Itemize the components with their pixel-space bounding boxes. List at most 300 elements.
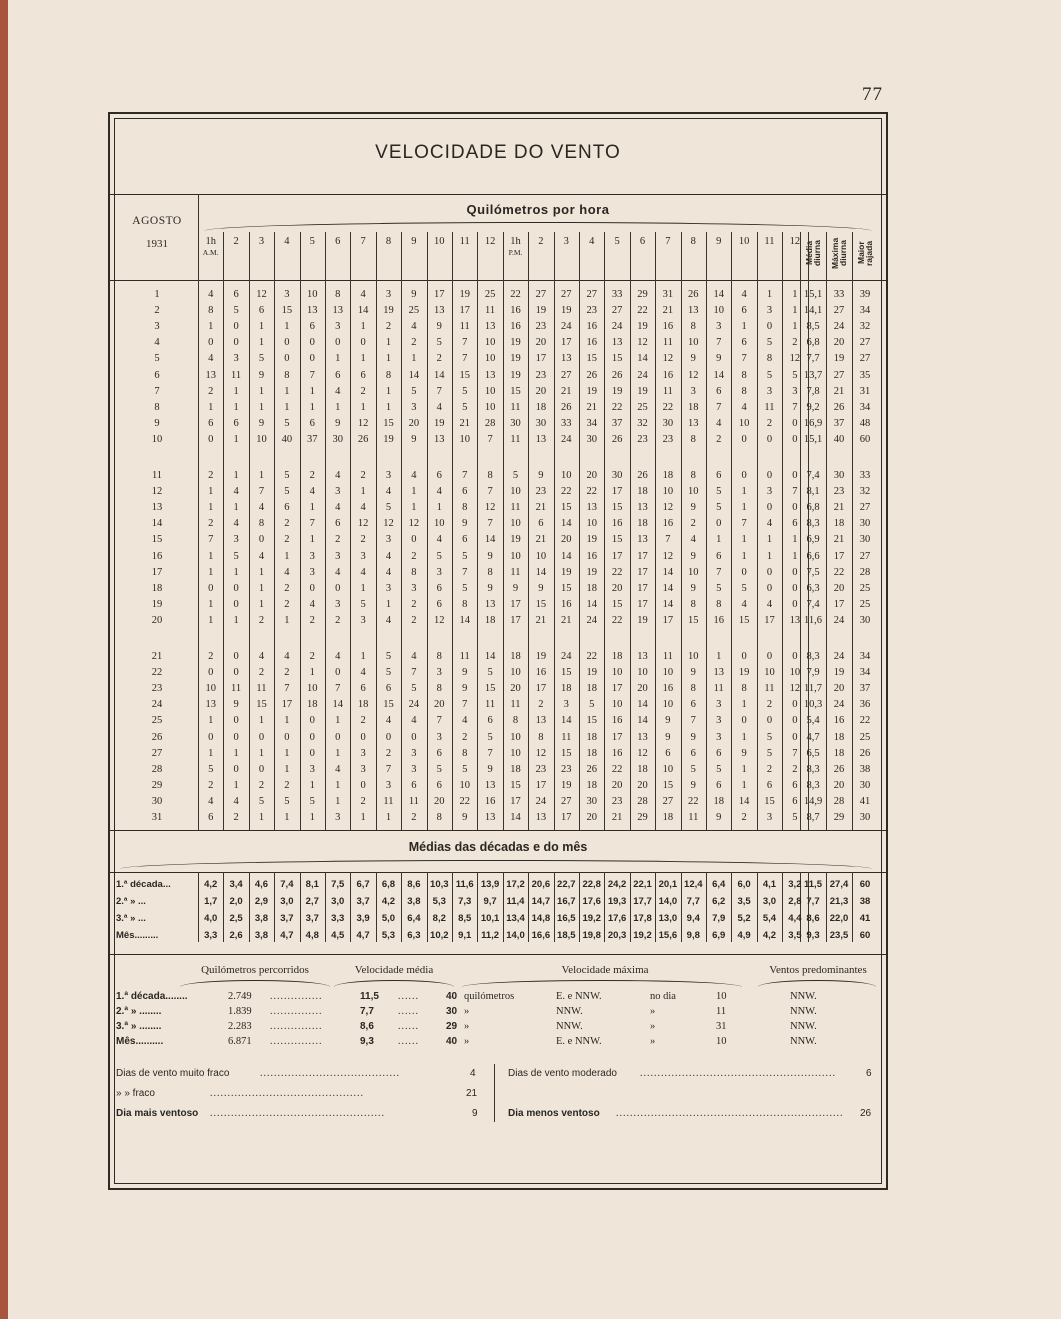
hour-value: 22 (688, 795, 699, 807)
hour-header (350, 236, 375, 248)
means-value: 2,8 (788, 896, 802, 907)
hour-value: 2 (792, 763, 798, 775)
stat-value: 7,4 (806, 470, 820, 481)
hour-value: 10 (434, 518, 445, 530)
stat-value: 24 (833, 321, 845, 333)
hour-value: 0 (792, 651, 798, 662)
stat-value: 8,5 (806, 321, 820, 333)
hour-value: 15 (281, 305, 293, 317)
summary-row-label: 2.ª » ........ (116, 1006, 162, 1017)
hour-value: 0 (309, 747, 315, 759)
hour-value: 19 (738, 667, 750, 679)
hour-header-label: 12 (484, 236, 496, 247)
hour-value: 1 (766, 550, 773, 562)
hour-value: 11 (231, 683, 242, 695)
hour-value: 18 (586, 582, 597, 594)
stat-value: 8,3 (806, 651, 820, 662)
hour-value: 1 (741, 502, 747, 514)
stat-value: 28 (833, 795, 845, 807)
hour-value: 0 (716, 518, 722, 530)
hour-value: 1 (411, 502, 417, 514)
means-value: 3,0 (762, 896, 777, 907)
hour-value: 19 (434, 417, 445, 429)
hour-value: 7 (716, 401, 722, 413)
summary-header-max: Velocidade máxima (561, 964, 649, 976)
footer-very-weak-label: Dias de vento muito fraco (116, 1068, 230, 1079)
hour-value: 4 (436, 401, 442, 413)
day-label: 18 (151, 582, 163, 594)
hour-value: 9 (716, 812, 722, 823)
hour-value: 7 (462, 699, 468, 711)
hour-value: 29 (637, 812, 648, 823)
means-stat-value: 38 (859, 896, 871, 907)
hour-value: 3 (716, 321, 722, 333)
hour-value: 26 (561, 401, 572, 413)
hour-value: 17 (535, 779, 547, 791)
footer-leader: ................................................................. (616, 1108, 844, 1119)
hour-value: 2 (284, 779, 290, 791)
hour-value: 4 (360, 667, 366, 679)
hour-value: 8 (284, 369, 290, 381)
hour-header (223, 236, 248, 248)
hour-value: 2 (208, 470, 214, 481)
stat-value: 36 (859, 699, 871, 711)
hour-value: 10 (688, 486, 699, 498)
hour-value: 1 (258, 321, 265, 333)
hour-value: 1 (335, 401, 341, 413)
hour-value: 10 (561, 470, 572, 481)
means-value: 3,9 (356, 913, 370, 924)
hour-value: 2 (766, 699, 773, 711)
footer-windiest-value: 9 (472, 1108, 478, 1119)
hour-value: 3 (309, 550, 315, 562)
hour-value: 10 (205, 683, 216, 695)
hour-value: 8 (462, 598, 468, 610)
month-label: AGOSTO (132, 215, 182, 227)
hour-value: 19 (510, 369, 521, 381)
day-label: 7 (154, 385, 160, 397)
stat-value: 24 (833, 614, 845, 626)
hour-value: 7 (792, 401, 798, 413)
hour-value: 27 (561, 369, 572, 381)
hour-value: 5 (512, 470, 519, 481)
means-stat-value: 9,3 (806, 930, 820, 941)
hour-value: 20 (535, 385, 547, 397)
hour-value: 0 (766, 651, 773, 662)
hour-value: 2 (208, 779, 214, 791)
stat-value: 26 (859, 747, 871, 759)
hour-value: 16 (662, 683, 674, 695)
hour-value: 18 (510, 763, 521, 775)
hour-value: 16 (662, 369, 674, 381)
hour-value: 10 (662, 667, 674, 679)
hour-value: 14 (535, 566, 547, 578)
stat-value: 6,5 (806, 747, 820, 759)
hour-value: 25 (408, 305, 420, 317)
hour-value: 2 (258, 667, 265, 679)
means-value: 22,7 (557, 879, 576, 890)
means-value: 16,7 (557, 896, 576, 907)
means-value: 17,2 (506, 879, 525, 890)
stat-value: 21 (833, 534, 845, 546)
hour-value: 19 (510, 337, 521, 349)
hour-value: 6 (792, 795, 798, 807)
stat-value: 27 (859, 337, 871, 349)
hour-value: 3 (309, 566, 315, 578)
hour-value: 8 (436, 651, 442, 662)
hour-value: 18 (688, 401, 699, 413)
hour-value: 7 (690, 715, 696, 727)
hour-value: 0 (792, 699, 798, 711)
hour-value: 0 (309, 337, 315, 349)
hour-value: 8 (690, 470, 696, 481)
hour-header-label: 6 (639, 236, 646, 247)
hour-header-label: 6 (335, 236, 341, 247)
hour-value: 20 (637, 779, 648, 791)
hour-value: 14 (637, 353, 648, 365)
means-value: 9,8 (686, 930, 700, 941)
hour-value: 4 (335, 651, 341, 662)
hour-value: 15 (561, 667, 572, 679)
means-value: 6,7 (356, 879, 370, 890)
hour-value: 0 (792, 470, 798, 481)
hour-value: 15 (611, 353, 623, 365)
hour-value: 9 (538, 470, 544, 481)
hour-value: 10 (484, 353, 496, 365)
hour-value: 4 (360, 566, 366, 578)
hour-value: 13 (484, 812, 496, 823)
hour-header (630, 236, 655, 248)
hour-value: 7 (411, 667, 417, 679)
summary-avg: 9,3 (360, 1036, 374, 1047)
hour-value: 2 (309, 614, 315, 626)
hour-value: 1 (385, 598, 392, 610)
hour-value: 15 (484, 683, 496, 695)
hour-value: 2 (411, 812, 417, 823)
hour-value: 5 (462, 582, 468, 594)
hour-value: 2 (411, 614, 417, 626)
hour-value: 7 (792, 486, 798, 498)
summary-header-avg: Velocidade média (354, 964, 434, 976)
stat-value: 34 (859, 401, 871, 413)
hour-value: 6 (208, 417, 214, 429)
hour-value: 7 (436, 385, 442, 397)
hour-value: 14 (484, 534, 496, 546)
hour-value: 7 (462, 470, 468, 481)
hour-value: 1 (385, 353, 392, 365)
hour-value: 1 (258, 812, 265, 823)
hour-value: 5 (411, 683, 417, 695)
means-row-label: 1.ª década... (116, 879, 171, 890)
means-stat-value: 60 (859, 930, 871, 941)
hour-value: 1 (360, 812, 366, 823)
stat-value: 15,1 (803, 289, 823, 300)
means-value: 3,2 (788, 879, 802, 890)
hour-value: 0 (741, 433, 747, 445)
hour-value: 11 (510, 433, 521, 445)
summary-avg: 11,5 (360, 991, 379, 1002)
stat-value: 28 (859, 566, 871, 578)
hour-value: 30 (510, 417, 521, 429)
hour-value: 18 (637, 486, 648, 498)
hour-value: 9 (462, 812, 468, 823)
means-value: 14,8 (531, 913, 551, 924)
stat-value: 25 (859, 731, 871, 743)
hour-value: 15 (510, 385, 521, 397)
hour-value: 9 (258, 417, 265, 429)
means-value: 19,3 (607, 896, 627, 907)
hour-value: 17 (535, 683, 547, 695)
means-value: 4,6 (254, 879, 269, 890)
hour-value: 24 (611, 321, 623, 333)
hour-value: 0 (792, 582, 798, 594)
hour-value: 14 (637, 699, 648, 711)
day-label: 11 (151, 470, 163, 481)
hour-value: 6 (309, 417, 315, 429)
hour-value: 22 (459, 795, 470, 807)
hour-header-label: 8 (690, 236, 696, 247)
means-value: 3,4 (229, 879, 243, 890)
day-label: 31 (151, 812, 163, 823)
hour-value: 6 (284, 502, 290, 514)
hour-value: 5 (385, 667, 392, 679)
hour-value: 13 (205, 699, 216, 711)
hour-value: 10 (662, 699, 674, 711)
hour-value: 15 (383, 699, 394, 711)
hour-value: 21 (535, 502, 547, 514)
hour-value: 2 (335, 614, 341, 626)
summary-max: 29 (446, 1021, 458, 1032)
stat-value: 7,9 (806, 667, 820, 679)
hour-header-label: 5 (309, 236, 315, 247)
hour-value: 1 (360, 321, 366, 333)
summary-brace-km (180, 980, 330, 987)
means-value: 8,6 (407, 879, 421, 890)
hour-value: 13 (205, 369, 216, 381)
hour-value: 14 (713, 369, 724, 381)
means-top-rule (110, 872, 886, 873)
hour-value: 9 (487, 550, 493, 562)
hour-value: 14 (408, 369, 420, 381)
hour-value: 3 (385, 582, 392, 594)
stat-value: 7,5 (806, 566, 820, 578)
title-rule (110, 194, 886, 195)
hour-value: 2 (284, 598, 290, 610)
means-stat-value: 41 (859, 913, 871, 924)
hour-value: 15 (611, 598, 623, 610)
hour-value: 1 (792, 305, 798, 317)
hour-value: 0 (411, 731, 417, 743)
hour-value: 18 (713, 795, 724, 807)
hour-value: 1 (360, 486, 366, 498)
hour-value: 8 (258, 518, 265, 530)
hour-value: 22 (611, 614, 623, 626)
summary-dir: NNW. (556, 1021, 583, 1032)
means-row-label: Mês......... (116, 930, 159, 941)
stat-header: Maior rajada (856, 240, 874, 266)
hour-value: 0 (792, 417, 798, 429)
day-label: 14 (151, 518, 163, 530)
hour-value: 10 (535, 550, 547, 562)
hour-value: 20 (434, 699, 445, 711)
means-value: 3,7 (280, 913, 294, 924)
hour-value: 23 (586, 305, 597, 317)
hour-value: 7 (309, 518, 315, 530)
hour-value: 23 (637, 433, 648, 445)
hour-header (731, 236, 756, 248)
hour-value: 24 (535, 795, 547, 807)
hour-value: 0 (233, 667, 239, 679)
hour-value: 3 (716, 699, 722, 711)
stat-value: 30 (859, 534, 871, 546)
hour-value: 2 (360, 795, 366, 807)
means-value: 3,0 (331, 896, 345, 907)
hour-value: 17 (561, 337, 572, 349)
hour-value: 4 (766, 598, 773, 610)
hour-value: 10 (307, 289, 318, 300)
hour-value: 19 (561, 779, 572, 791)
means-value: 6,4 (712, 879, 726, 890)
means-value: 2,5 (229, 913, 243, 924)
summary-leader: ...... (398, 991, 419, 1002)
hour-value: 14 (586, 598, 597, 610)
hour-value: 9 (690, 550, 696, 562)
hour-value: 13 (332, 305, 343, 317)
hour-value: 4 (360, 289, 366, 300)
means-value: 14,7 (531, 896, 551, 907)
hour-value: 7 (487, 518, 493, 530)
hour-value: 7 (487, 486, 493, 498)
hour-value: 2 (258, 614, 265, 626)
hour-value: 14 (561, 550, 572, 562)
means-value: 14,0 (658, 896, 678, 907)
means-value: 19,2 (582, 913, 601, 924)
hour-value: 1 (360, 353, 366, 365)
hour-value: 11 (485, 305, 496, 317)
stat-value: 16,9 (803, 417, 823, 429)
stat-value: 26 (833, 401, 845, 413)
hour-value: 4 (385, 566, 392, 578)
hour-value: 2 (258, 779, 265, 791)
hour-value: 5 (411, 385, 417, 397)
hour-value: 5 (741, 582, 747, 594)
hour-value: 4 (309, 598, 315, 610)
summary-leader: ............... (270, 991, 323, 1002)
hour-header-label: 5 (614, 236, 620, 247)
hour-value: 13 (535, 812, 547, 823)
means-stat-value: 8,6 (806, 913, 820, 924)
hour-value: 17 (611, 683, 623, 695)
hour-value: 27 (561, 795, 572, 807)
hour-value: 3 (690, 385, 696, 397)
hour-value: 2 (208, 518, 214, 530)
hour-value: 19 (510, 534, 521, 546)
hour-value: 24 (586, 614, 597, 626)
hour-value: 9 (690, 502, 696, 514)
hour-value: 18 (637, 518, 648, 530)
stat-value: 30 (859, 779, 871, 791)
hour-value: 20 (586, 470, 597, 481)
hour-value: 3 (385, 534, 392, 546)
means-value: 4,1 (762, 879, 777, 890)
hour-value: 10 (713, 305, 724, 317)
stat-value: 27 (859, 550, 871, 562)
hour-value: 1 (258, 401, 265, 413)
hour-value: 7 (208, 534, 214, 546)
means-rule (110, 830, 886, 831)
hour-value: 0 (792, 566, 798, 578)
day-label: 26 (151, 731, 163, 743)
means-value: 6,0 (737, 879, 751, 890)
hour-value: 4 (335, 763, 341, 775)
hour-value: 1 (233, 401, 239, 413)
hour-value: 11 (383, 795, 394, 807)
means-value: 20,3 (607, 930, 627, 941)
summary-km: 1.839 (228, 1006, 252, 1017)
hour-value: 5 (309, 795, 315, 807)
day-label: 24 (151, 699, 163, 711)
means-value: 11,6 (455, 879, 474, 890)
hour-value: 0 (766, 566, 773, 578)
hour-value: 14 (459, 614, 470, 626)
hour-header (579, 236, 604, 248)
hour-header (198, 236, 223, 257)
hour-value: 3 (436, 731, 442, 743)
hour-value: 11 (510, 502, 521, 514)
hour-value: 24 (637, 369, 648, 381)
table-frame (108, 112, 888, 1190)
footer-least-windy-label: Dia menos ventoso (508, 1108, 600, 1119)
hour-value: 14 (561, 518, 572, 530)
hour-value: 3 (335, 550, 341, 562)
summary-rule (110, 954, 886, 955)
means-title: Médias das décadas e do mês (408, 840, 588, 854)
hour-value: 31 (662, 289, 674, 300)
unit-header: Quilómetros por hora (466, 202, 610, 217)
day-label: 16 (151, 550, 163, 562)
hour-value: 7 (462, 566, 468, 578)
year-label: 1931 (146, 238, 168, 250)
means-value: 11,2 (481, 930, 500, 941)
hour-value: 27 (561, 289, 572, 300)
hour-value: 5 (436, 550, 442, 562)
means-value: 16,6 (531, 930, 551, 941)
hour-value: 9 (411, 433, 417, 445)
hour-value: 13 (688, 417, 699, 429)
means-value: 10,2 (430, 930, 449, 941)
means-value: 4,4 (788, 913, 802, 924)
hour-value: 12 (383, 518, 394, 530)
hour-value: 2 (538, 699, 544, 711)
hour-value: 2 (335, 534, 341, 546)
hour-value: 23 (535, 321, 547, 333)
hour-value: 6 (360, 369, 366, 381)
summary-km: 6.871 (228, 1036, 252, 1047)
hour-value: 10 (484, 401, 496, 413)
hour-value: 15 (561, 502, 572, 514)
hour-value: 22 (611, 401, 623, 413)
hour-value: 25 (637, 401, 648, 413)
hour-value: 9 (462, 683, 468, 695)
hour-value: 19 (383, 433, 394, 445)
footer-windiest-label: Dia mais ventoso (116, 1108, 199, 1119)
hour-value: 16 (713, 614, 724, 626)
hour-value: 15 (586, 353, 597, 365)
hour-value: 1 (258, 747, 265, 759)
stat-value: 26 (833, 763, 845, 775)
hour-value: 30 (662, 417, 674, 429)
summary-row-label: Mês.......... (116, 1036, 164, 1047)
